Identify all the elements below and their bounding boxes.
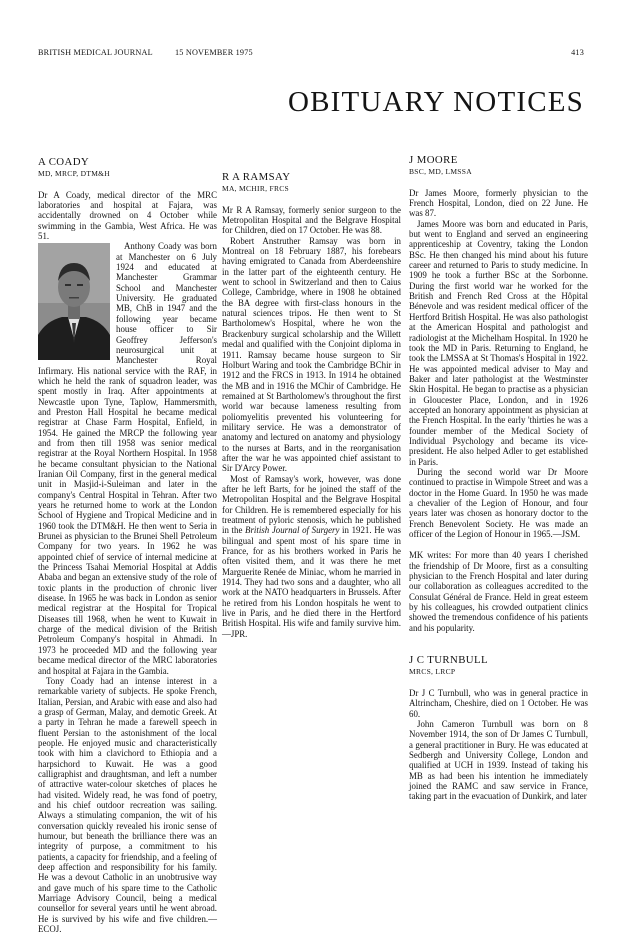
journal-title: British Journal of Surgery [245,525,340,536]
page-number: 413 [571,48,584,57]
obituary-paragraph: Dr James Moore, formerly physician to the French Hospital, London, died on 22 June. He was 87. [409,187,588,219]
obituary-paragraph: MK writes: For more than 40 years I cherished the friendship of Dr Moore, first as a consulting physician to the French Hospital and later during our collaboration as colleagues accredited to the Consulat Général de France. Held in great esteem by his colleagues, his crowded outpatient clinics showed the tremendous confidence of his patients and his popularity. [409,550,588,633]
portrait-photo-image [38,243,110,360]
obituary-qualifications: BSC, MD, LMSSA [409,167,472,177]
portrait-photo [38,243,110,360]
obituary-name: J C TURNBULL [409,654,488,667]
obituary-name: R A RAMSAY [222,171,291,183]
column-2 [222,150,401,639]
obituary-paragraph [222,474,401,640]
section-title: OBITUARY NOTICES [287,86,584,118]
journal-name: BRITISH MEDICAL JOURNAL [38,48,153,57]
obituary-qualifications: MA, MCHIR, FRCS [222,184,290,194]
obituary-paragraph: Tony Coady had an intense interest in a remarkable variety of subjects. He spoke French, Italian, Persian, and Arabic with ease and also had a grasp of German, Malay, and demotic Greek. At a party in Tehran he made a farewell speech in fluent Persian to the astonishment of the local people. He enjoyed music and characteristically took with him a clavichord to Ethiopia and a harpsichord to Kuwait. He was a good calligraphist and draughtsman, and left a number of attractive water-colour sketches of places he had visited. Widely read, he was fond of poetry, and his chief outdoor recreation was sailing. Always a stimulating companion, the wit of his conversation quickly revealed his ironic sense of humour, but beneath the brilliance there was an integrity of purpose, a commitment to his patients, a capacity for friendship, and a feeling of deep affection and responsibility for his family. He was a devout Catholic in an unobtrusive way and gave much of his spare time to the Catholic Marriage Advisory Council, being a medical counsellor for several years until he went abroad. He is survived by his wife and five children.—ECOJ. [38,675,217,934]
obituary-paragraph: Anthony Coady was born at Manchester on 6 July 1924 and educated at Manchester Grammar School and Manchester University. He graduated MB, ChB in 1947 and the following year became house officer to Sir Geoffrey Jefferson's neurosurgical unit at Manchester Royal Infirmary. His national service with the RAF, in which he held the rank of squadron leader, was spent mostly in Iraq. After appointments at Newcastle upon Tyne, Taplow, Hammersmith, and Preston Hall Hospital he became medical registrar at Chase Farm Hospital, Enfield, in 1954. He gained the MRCP the following year and from then till 1958 was senior medical registrar at the Royal Northern Hospital. In 1958 he became consultant physician to the National Iranian Oil Company, first in the general medical unit in Masjid-i-Suleiman and later in the company's Central Hospital in Tehran. After two years he returned home to work at the London School of Hygiene and Tropical Medicine and in 1960 took the DTM&H. He then went to Seria in Brunei as physician to the Brunei Shell Petroleum Company for two years. In 1962 he was appointed chief of service of internal medicine at the Princess Tsahai Memorial Hospital at Addis Ababa and began an extensive study of the role of toxic plants in the production of chronic liver disease. In 1965 he was back in London as senior medical registrar at the Hospital for Tropical Diseases till 1968, when he went to Kuwait in charge of the medical division of the British Petroleum Company's hospital in Ahmadi. In 1973 he proceeded MD and the following year became medical director of the MRC laboratories and hospital at Fajara in the Gambia. [38,241,217,676]
paragraph-text: in 1921. He was bilingual and spent most of his spare time in France, for as his brothers worked in Paris he often visited them, and it was there he met Marguerite Renée de Miniac, whom he married in 1914. They had two sons and a daughter, who all work at the NATO headquarters in Brussels. After he retired from his London hospitals he went to live in Paris, and he died there in the Hertford British Hospital. His wife and family survive him.—JPR. [222,525,401,639]
obituary-paragraph: Mr R A Ramsay, formerly senior surgeon to the Metropolitan Hospital and the Belgrave Hospital for Children, died on 17 October. He was 88. [222,204,401,236]
obituary-paragraph: John Cameron Turnbull was born on 8 November 1914, the son of Dr James C Turnbull, a general practitioner in Bury. He was educated at Sedbergh and University College, London and qualified at UCH in 1939. Instead of taking his MB as had been his intention he immediately joined the RAMC and saw service in France, taking part in the evacuation of Dunkirk, and later [409,718,588,802]
issue-date: 15 NOVEMBER 1975 [175,48,253,57]
column-3 [409,155,588,802]
column-1 [38,157,217,934]
obituary-qualifications: MRCS, LRCP [409,667,456,677]
obituary-paragraph: James Moore was born and educated in Paris, but went to England and served an engineering apprenticeship at Coventry, taking the London BSc. He then changed his mind about his future career and returned to Paris to study medicine. In 1909 he took a further BSc at the Sorbonne. During the first world war he worked for the British and French Red Cross at the Hôpital Bénevole and was resident medical officer of the Hertford British Hospital. He was also pathologist at the American Hospital and pathologist and radiologist at the Michelham Hospital. In 1920 he took the MD in Paris. Returning to England, he took the LMSSA at St Thomas's Hospital in 1922. He was appointed medical adviser to May and Baker and later pathologist at the Westminster Skin Hospital. He began to practise as a physician in Gloucester Place, London, and in 1926 accepted an honorary appointment as physician at the French Hospital. In the early 'thirties he was a founder member of the Medical Society of Individual Psychology and became its vice-president. He also helped Adler to get established in Paris. [409,218,588,467]
obituary-qualifications: MD, MRCP, DTM&H [38,169,111,179]
obituary-paragraph: Robert Anstruther Ramsay was born in Montreal on 18 February 1887, his forebears having emigrated to Canada from Aberdeenshire in the latter part of the eighteenth century. He went to school in Switzerland and then to Caius College, Cambridge, where in 1908 he obtained the BA degree with first-class honours in the natural sciences tripos. He then went to St Bartholomew's Hospital, where he won the Brackenbury surgical scholarship and the Willett medal and qualified with the Conjoint diploma in 1911. Ramsay became house surgeon to Sir Holburt Waring and took the Cambridge BChir in 1912 and the FRCS in 1913. In 1914 he obtained the MB and in 1916 the MChir of Cambridge. He remained at St Bartholomew's throughout the first world war because lameness resulting from poliomyelitis prevented his volunteering for military service. He was a demonstrator of anatomy and lectured on anatomy and physiology to the nurses at Barts, and in the reorganisation after the war he was appointed chief assistant to Sir D'Arcy Power. [222,235,401,474]
obituary-name: J MOORE [409,154,458,166]
paragraph-text: Most of Ramsay's work, however, was done after he left Barts, for he joined the staff of the Metropolitan Hospital and the Belgrave Hospital for Children. He is remembered especially for his treatment of pyloric stenosis, which he published in the [222,473,401,536]
obituary-paragraph: Dr J C Turnbull, who was in general practice in Altrincham, Cheshire, died on 1 October. He was 60. [409,687,588,719]
obituary-paragraph: Dr A Coady, medical director of the MRC laboratories and hospital at Fajara, was accidentally drowned on 4 October while swimming in the Gambia, West Africa. He was 51. [38,189,217,242]
obituary-paragraph: During the second world war Dr Moore continued to practise in Wimpole Street and was a doctor in the Home Guard. In 1950 he was made a chevalier of the Legion of Honour, and four years later was chosen as honorary doctor to the French Benevolent Society. He was made an officer of the Legion of Honour in 1965.—JSM. [409,466,588,540]
obituary-name: A COADY [38,156,90,168]
